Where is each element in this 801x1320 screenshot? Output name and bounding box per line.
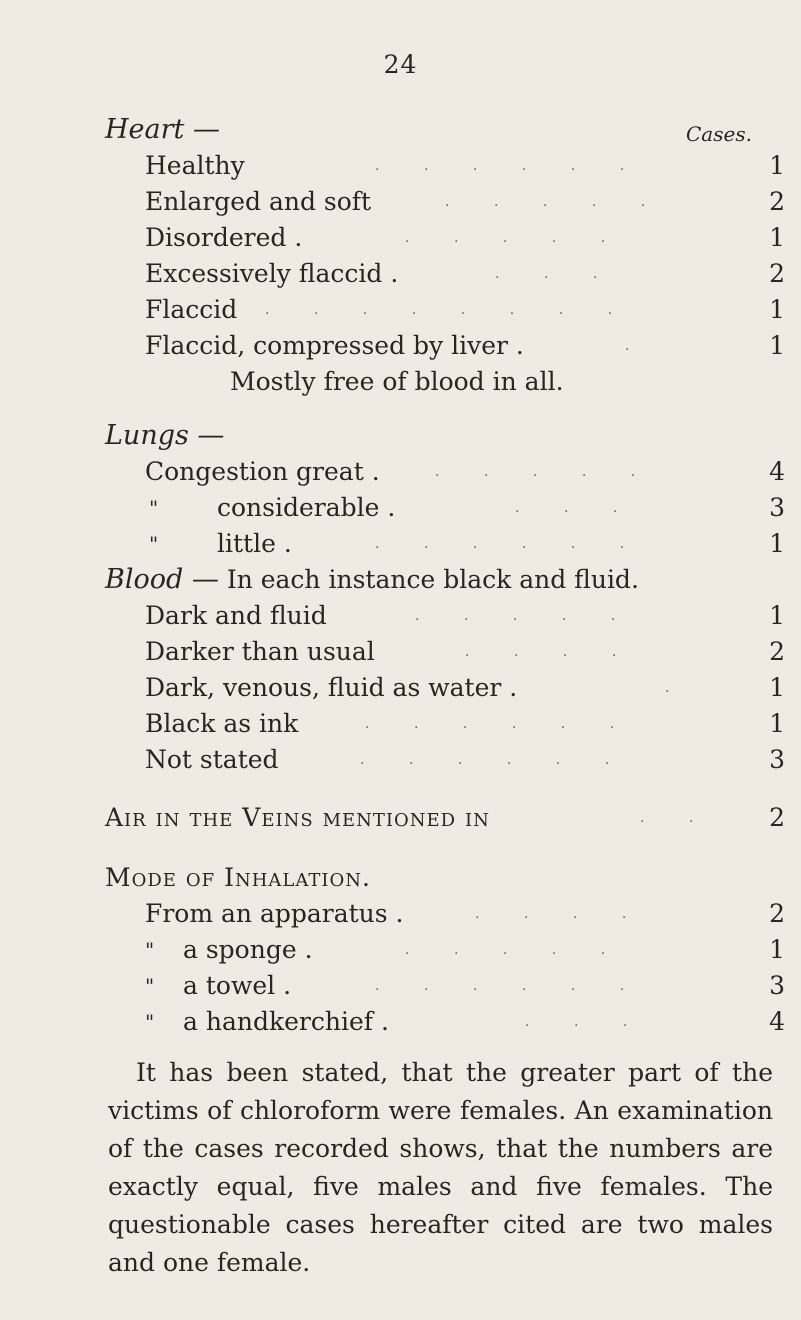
leader-dots: . . . . . .	[360, 752, 610, 768]
row-value: 3	[769, 971, 785, 1000]
page-number: 24	[383, 50, 418, 79]
leader-dots: . . .	[525, 1014, 628, 1030]
row-value: 1	[769, 223, 785, 252]
row-label: Flaccid	[145, 295, 238, 324]
row-label: From an apparatus .	[145, 899, 404, 928]
heart-row	[145, 328, 785, 364]
heart-row	[145, 148, 785, 184]
row-value: 2	[769, 899, 785, 928]
row-value: 2	[769, 187, 785, 216]
row-label: Congestion great .	[145, 457, 380, 486]
cases-column-header: Cases.	[686, 122, 752, 146]
leader-dots: . . . . . .	[375, 158, 625, 174]
air-in-veins-row	[105, 800, 785, 836]
row-label: Air in the Veins mentioned in	[105, 803, 490, 832]
leader-dots: . . . . . .	[365, 716, 615, 732]
leader-dots: . . . . . .	[375, 978, 625, 994]
row-value: 1	[769, 935, 785, 964]
row-label: Dark and fluid	[145, 601, 327, 630]
row-value: 3	[769, 493, 785, 522]
row-value: 1	[769, 601, 785, 630]
row-value: 4	[769, 457, 785, 486]
row-label: Excessively flaccid .	[145, 259, 399, 288]
leader-dots: . . . . .	[435, 464, 636, 480]
heart-row	[145, 256, 785, 292]
row-value: 1	[769, 709, 785, 738]
leader-dots: . . . . .	[405, 942, 606, 958]
row-label: a sponge .	[183, 935, 313, 964]
blood-row	[145, 598, 785, 634]
row-label: a towel .	[183, 971, 292, 1000]
leader-dots: .	[665, 680, 670, 696]
row-label: Healthy	[145, 151, 245, 180]
leader-dots: . . . . .	[445, 194, 646, 210]
row-value: 1	[769, 151, 785, 180]
row-value: 1	[769, 331, 785, 360]
row-label: a handkerchief .	[183, 1007, 389, 1036]
body-paragraph: It has been stated, that the greater part of the victims of chloroform were females. An examination of the cases recorded shows, that the numbers are exactly equal, five males and five females. The questionable cases hereafter cited are two males and one female.	[108, 1058, 773, 1277]
mode-row	[145, 1004, 785, 1040]
leader-dots: . . .	[495, 266, 598, 282]
row-label: Darker than usual	[145, 637, 375, 666]
leader-dots: . . . .	[465, 644, 617, 660]
leader-dots: . . . . . . . .	[265, 302, 613, 318]
ditto-mark: "	[149, 496, 159, 520]
blood-row	[145, 742, 785, 778]
blood-row	[145, 634, 785, 670]
row-label: little .	[217, 529, 292, 558]
row-value: 4	[769, 1007, 785, 1036]
lungs-row	[145, 526, 785, 562]
blood-row	[145, 706, 785, 742]
row-label: Black as ink	[145, 709, 299, 738]
row-value: 3	[769, 745, 785, 774]
heart-row	[145, 184, 785, 220]
mode-row	[145, 896, 785, 932]
blood-row	[145, 670, 785, 706]
leader-dots: . . .	[515, 500, 618, 516]
row-value: 2	[769, 803, 785, 832]
lungs-row	[145, 454, 785, 490]
row-label: Disordered .	[145, 223, 303, 252]
lungs-row	[145, 490, 785, 526]
leader-dots: . . . .	[475, 906, 627, 922]
leader-dots: . .	[640, 810, 694, 826]
row-value: 1	[769, 295, 785, 324]
leader-dots: . . . . .	[415, 608, 616, 624]
ditto-mark: "	[145, 938, 155, 962]
ditto-mark: "	[145, 1010, 155, 1034]
row-label: Enlarged and soft	[145, 187, 372, 216]
row-label: considerable .	[217, 493, 396, 522]
heart-row	[145, 220, 785, 256]
ditto-mark: "	[145, 974, 155, 998]
leader-dots: . . . . . .	[375, 536, 625, 552]
heart-row	[145, 292, 785, 328]
ditto-mark: "	[149, 532, 159, 556]
row-value: 2	[769, 259, 785, 288]
row-value: 1	[769, 673, 785, 702]
mode-row	[145, 932, 785, 968]
row-label: Dark, venous, fluid as water .	[145, 673, 518, 702]
leader-dots: . . . . .	[405, 230, 606, 246]
mode-row	[145, 968, 785, 1004]
row-label: Flaccid, compressed by liver .	[145, 331, 524, 360]
leader-dots: .	[625, 338, 630, 354]
row-label: Not stated	[145, 745, 279, 774]
row-value: 2	[769, 637, 785, 666]
row-value: 1	[769, 529, 785, 558]
